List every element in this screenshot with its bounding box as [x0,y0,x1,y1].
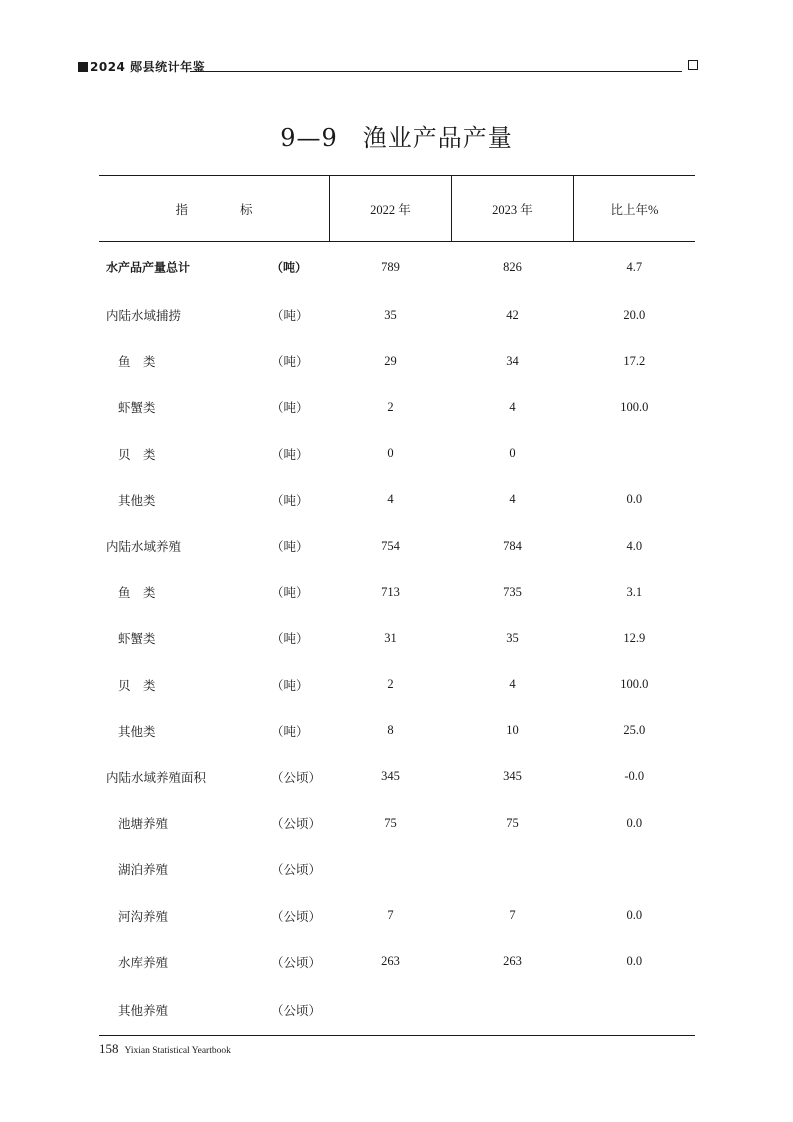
value-2023-cell: 34 [506,353,519,368]
change-percent-cell: 25.0 [623,723,646,738]
indicator-cell [99,939,330,985]
unit-label: （吨） [271,586,309,601]
change-percent-cell: 0.0 [626,954,643,969]
unit-label: （吨） [271,724,309,739]
value-2023-cell: 784 [503,538,522,553]
change-percent-cell [574,431,696,477]
table-row [99,754,695,800]
unit-label: （吨） [271,493,309,508]
publication-name: Yixian Statistical Yeartbook [124,1046,231,1056]
table-row [99,800,695,846]
table-row [99,523,695,569]
table-row [99,292,695,338]
value-2023-cell: 4 [509,677,516,692]
value-2022-cell: 29 [384,353,397,368]
indicator-cell [99,569,330,615]
table-body [99,242,695,1036]
value-2022-cell: 2 [387,399,394,414]
running-header [78,58,698,74]
unit-label: （公顷） [271,1003,322,1018]
value-2022-cell: 789 [381,259,400,274]
unit-label: （公顷） [271,770,322,785]
page-number: 158 [99,1041,119,1056]
change-percent-cell: 12.9 [623,630,646,645]
indicator-cell [99,662,330,708]
unit-label: （公顷） [271,817,322,832]
value-2022-cell: 263 [381,954,400,969]
indicator-cell [99,846,330,892]
change-percent-cell [574,985,696,1036]
change-percent-cell: 4.0 [626,538,643,553]
value-2023-cell: 0 [509,446,516,461]
unit-label: （公顷） [271,909,322,924]
indicator-cell [99,431,330,477]
indicator-label: 内陆水域捕捞 [106,309,182,324]
table-row [99,615,695,661]
table-row [99,846,695,892]
value-2022-cell [330,985,452,1036]
table-row [99,569,695,615]
table-header-row [99,176,695,242]
indicator-cell [99,708,330,754]
table-row [99,939,695,985]
indicator-label: 池塘养殖 [118,817,169,832]
indicator-label: 其他类 [118,724,156,739]
indicator-label: 贝 类 [118,678,156,693]
value-2023-cell: 4 [509,492,516,507]
indicator-cell [99,242,330,293]
indicator-label: 河沟养殖 [118,909,169,924]
change-percent-cell: 3.1 [626,584,643,599]
value-2022-cell: 754 [381,538,400,553]
indicator-label: 其他养殖 [118,1003,169,1018]
hollow-square-icon [688,60,698,70]
table-row [99,338,695,384]
change-percent-cell: 0.0 [626,908,643,923]
page-title: 9—9 渔业产品产量 [280,124,513,152]
indicator-label: 内陆水域养殖面积 [106,770,207,785]
indicator-label: 虾蟹类 [118,401,156,416]
value-2023-cell: 735 [503,584,522,599]
table-row [99,708,695,754]
value-2023-cell: 7 [509,908,516,923]
table-row [99,892,695,938]
unit-label: （吨） [271,260,308,275]
indicator-cell [99,985,330,1036]
unit-label: （吨） [271,632,309,647]
table-row [99,384,695,430]
value-2023-cell [452,985,574,1036]
indicator-label: 其他类 [118,493,156,508]
table-row [99,662,695,708]
change-percent-cell: -0.0 [624,769,645,784]
value-2022-cell [330,846,452,892]
header-rule [190,71,682,72]
indicator-label: 虾蟹类 [118,632,156,647]
page-footer [99,1041,231,1057]
value-2022-cell: 4 [387,492,394,507]
change-percent-cell: 100.0 [620,677,649,692]
unit-label: （吨） [271,355,309,370]
table-row [99,431,695,477]
change-percent-cell: 100.0 [620,399,649,414]
unit-label: （吨） [271,401,309,416]
fishery-output-table [99,175,695,1036]
value-2022-cell: 8 [387,723,394,738]
value-2023-cell: 4 [509,399,516,414]
value-2023-cell: 42 [506,307,519,322]
value-2022-cell: 2 [387,677,394,692]
indicator-label: 水库养殖 [118,955,169,970]
value-2023-cell: 345 [503,769,522,784]
unit-label: （公顷） [271,863,322,878]
indicator-label: 鱼 类 [118,586,156,601]
change-percent-cell: 0.0 [626,492,643,507]
change-percent-cell: 0.0 [626,815,643,830]
header-2023: 2023 年 [452,176,574,242]
value-2022-cell: 35 [384,307,397,322]
running-header-title: 2024 郧县统计年鉴 [90,60,206,74]
change-percent-cell: 17.2 [623,353,646,368]
unit-label: （吨） [271,309,309,324]
indicator-cell [99,892,330,938]
indicator-cell [99,800,330,846]
value-2023-cell [452,846,574,892]
unit-label: （公顷） [271,955,322,970]
table-row [99,985,695,1036]
header-indicator-char-1: 指 [175,202,188,217]
indicator-label: 贝 类 [118,447,156,462]
running-header-left [78,58,205,75]
indicator-cell [99,384,330,430]
indicator-cell [99,523,330,569]
value-2022-cell: 713 [381,584,400,599]
value-2022-cell: 0 [387,446,394,461]
indicator-label: 内陆水域养殖 [106,540,182,555]
value-2023-cell: 75 [506,815,519,830]
indicator-label: 鱼 类 [118,355,156,370]
table-row [99,477,695,523]
indicator-label: 水产品产量总计 [106,260,191,275]
indicator-label: 湖泊养殖 [118,863,169,878]
square-bullet-icon [78,62,88,72]
indicator-cell [99,615,330,661]
header-indicator-char-2: 标 [240,202,253,217]
value-2022-cell: 345 [381,769,400,784]
value-2023-cell: 826 [503,259,522,274]
unit-label: （吨） [271,447,309,462]
change-percent-cell: 20.0 [623,307,646,322]
header-change: 比上年% [574,176,696,242]
header-indicator [99,176,330,242]
value-2022-cell: 7 [387,908,394,923]
value-2023-cell: 263 [503,954,522,969]
indicator-cell [99,477,330,523]
indicator-cell [99,292,330,338]
value-2023-cell: 10 [506,723,519,738]
value-2022-cell: 75 [384,815,397,830]
table-row [99,242,695,293]
indicator-cell [99,754,330,800]
value-2023-cell: 35 [506,630,519,645]
value-2022-cell: 31 [384,630,397,645]
unit-label: （吨） [271,678,309,693]
header-2022: 2022 年 [330,176,452,242]
change-percent-cell: 4.7 [626,259,643,274]
unit-label: （吨） [271,540,309,555]
change-percent-cell [574,846,696,892]
indicator-cell [99,338,330,384]
